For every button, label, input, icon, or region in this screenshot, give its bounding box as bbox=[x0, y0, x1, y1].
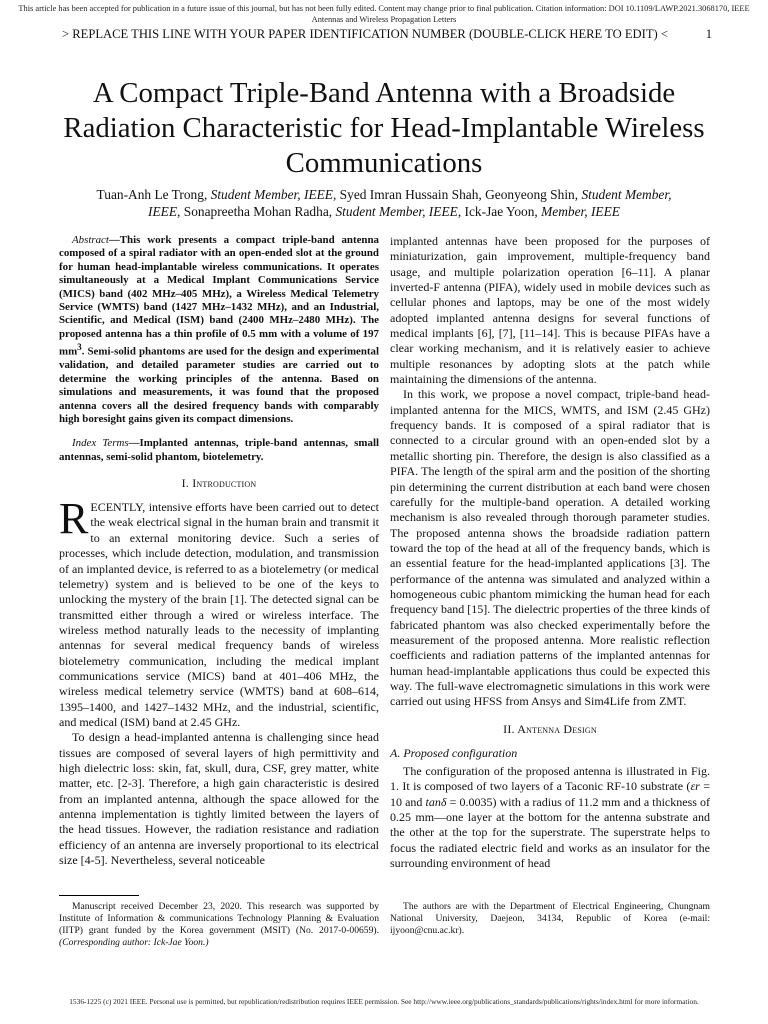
author-list bbox=[92, 186, 676, 220]
abstract-text-1: This work presents a compact triple-band antenna composed of a spiral radiator with an open-ended slot at the ground for human head-implantable wireless communications. It operates simultaneously at a Medical Implant Communications Service (MICS) band (402 MHz–405 MHz), a Wireless Medical Telemetry Service (WMTS) band (1427 MHz–1432 MHz), and an Industrial, Scientific, and Medical (ISM) band (2400 MHz–2480 MHz). The proposed antenna has a thin profile of 0.5 mm with a volume of 197 mm bbox=[59, 234, 379, 358]
left-column bbox=[59, 234, 379, 868]
paper-title: A Compact Triple-Band Antenna with a Broadside Radiation Characteristic for Head-Implantable Wireless Communications bbox=[63, 77, 705, 179]
design-text-a: The configuration of the proposed antenna is illustrated in Fig. 1. It is composed of two layers of a Taconic RF-10 substrate ( bbox=[390, 764, 710, 794]
section-heading-antenna-design: II. Antenna Design bbox=[503, 721, 597, 736]
author-1-role: Student Member, IEEE bbox=[210, 187, 333, 202]
tan-delta-symbol: tanδ bbox=[425, 794, 447, 809]
section-heading-introduction: I. Introduction bbox=[181, 476, 257, 491]
design-text-c: = 0.0035) with a radius of 11.2 mm and a thickness of 0.25 mm—one layer at the bottom for the antenna substrate and the other at the top for the superstrate. The superstrate helps to focus the radiated electric field and works as an insulator for the surrounding environment of head bbox=[390, 794, 711, 871]
footnote-funding: Manuscript received December 23, 2020. This research was supported by Institute of Information & communications Technology Planning & Evaluation (IITP) grant funded by the Korea government (MSIT) (No. 2017-0-00659). bbox=[59, 901, 379, 936]
abstract bbox=[59, 234, 379, 426]
index-terms-text: Implanted antennas, triple-band antennas, small antennas, semi-solid phantom, biotelemetry. bbox=[59, 437, 379, 463]
author-1: Tuan-Anh Le Trong, bbox=[96, 187, 211, 202]
running-head bbox=[62, 27, 712, 41]
index-terms-label: Index Terms bbox=[72, 437, 129, 450]
footnote-affiliation bbox=[390, 901, 710, 937]
footnote-rule-left bbox=[59, 895, 139, 896]
author-2-role: Student Member, IEEE bbox=[148, 187, 672, 219]
author-2: , Syed Imran Hussain Shah, Geonyeong Shin, bbox=[332, 187, 582, 202]
abstract-dash: — bbox=[108, 234, 120, 246]
design-text-b: = 10 and bbox=[390, 779, 710, 809]
banner-line-1: This article has been accepted for publication in a future issue of this journal, but has not been fully edited. Content may change prior to final publication. Citation information: DOI 10.1109/LAWP.2021.3068170, IEEE bbox=[18, 4, 750, 13]
copyright-footer: 1536-1225 (c) 2021 IEEE. Personal use is permitted, but republication/redistribution requires IEEE permission. See http://www.ieee.org/publications_standards/publications/rights/index.html for more information. bbox=[69, 997, 699, 1006]
epsilon-r-symbol: εr bbox=[690, 779, 700, 794]
footnote-affiliation-text: The authors are with the Department of Electrical Engineering, Chungnam National University, Daejeon, 34134, Republic of Korea (e-mail: ijyoon@cnu.ac.kr). bbox=[390, 901, 710, 936]
drop-cap: R bbox=[59, 494, 89, 544]
intro-paragraph-1 bbox=[59, 494, 379, 730]
running-head-text: > REPLACE THIS LINE WITH YOUR PAPER IDENTIFICATION NUMBER (DOUBLE-CLICK HERE TO EDIT) < bbox=[62, 27, 668, 41]
banner-line-2: Antennas and Wireless Propagation Letters bbox=[311, 15, 457, 24]
footnote-corresponding-author: (Corresponding author: Ick-Jae Yoon.) bbox=[59, 937, 209, 948]
author-3-role: Student Member, IEEE bbox=[335, 204, 458, 219]
abstract-superscript: 3 bbox=[77, 342, 82, 353]
abstract-text-2: . Semi-solid phantoms are used for the design and experimental validation, and detailed parameter studies are carried out to determine the working principles of the antenna. Based on simulations and measurements, it was found that the proposed antenna covers all the desired frequency bands with comparably high boresight gains given its compact dimensions. bbox=[59, 345, 379, 425]
publication-banner bbox=[0, 3, 768, 25]
intro-paragraph-3: implanted antennas have been proposed for the purposes of miniaturization, gain improvement, multiple-frequency band usage, and multiple polarization operation [6–11]. A planar inverted-F antenna (PIFA), widely used in mobile devices such as cellular phones and laptops, may be one of the most widely adopted implanted antenna designs for several functions of medical implants [6], [7], [11–14]. This is because PIFAs have a clear working mechanism, and it is relatively easier to achieve multiple resonances by adopting slots at the patch while maintaining the dimensions of the antenna. bbox=[390, 234, 710, 387]
index-terms-dash: — bbox=[128, 437, 140, 450]
right-column bbox=[390, 234, 710, 871]
index-terms bbox=[59, 437, 379, 464]
abstract-label: Abstract bbox=[72, 234, 109, 246]
author-4-role: Member, IEEE bbox=[541, 204, 620, 219]
subsection-heading-proposed-configuration: A. Proposed configuration bbox=[390, 745, 518, 760]
author-3: , Sonapreetha Mohan Radha, bbox=[177, 204, 336, 219]
page-number: 1 bbox=[705, 27, 712, 41]
footnote-manuscript bbox=[59, 901, 379, 949]
intro-paragraph-1-text: ECENTLY, intensive efforts have been carried out to detect the weak electrical signal in the human brain and transmit it to an external monitoring device. Such a series of processes, which include detection, modulation, and transmission of an implanted device, is referred to as a biotelemetry (or medical telemetry) system and is believed to be one of the keys to unlocking the mystery of the brain [1]. The detected signal can be transmitted either through a wired or wireless interface. The wireless method naturally leads to the necessity of implanting antennas for several medical frequency bands of wireless biotelemetry communication, including the medical implant communications service (MICS) band at 401–406 MHz, the wireless medical telemetry service (WMTS) band at 608–614, 1395–1400, and 1427–1432 MHz, and the industrial, scientific, and medical (ISM) band at 2.45 GHz. bbox=[59, 500, 379, 729]
intro-paragraph-4: In this work, we propose a novel compact, triple-band head-implanted antenna for the MICS, WMTS, and ISM (2.45 GHz) frequency bands. It is composed of a spiral radiator that is connected to a circular ground with an open-ended slot by a metallic shorting pin. Therefore, the design is also classified as a PIFA. The length of the spiral arm and the position of the shorting pin determining the current distribution at each band were chosen carefully for the multiple-band operation. A detailed working mechanism is also revealed through thorough parameter studies. The proposed antenna shows the broadside radiation pattern toward the top of the head at all of the frequency bands, which is an essential feature for the head-implanted applications [3]. The performance of the antenna was simulated and analyzed within a homogeneous cubic phantom mimicking the human head for each frequency band [15]. The dielectric properties of the three kinds of fabricated phantom was also checked experimentally before the measurement of the proposed antenna. More realistic reflection coefficients and radiation patterns of the implanted antennas for human head-implantable applications thus could be expected this way. The full-wave electromagnetic simulations in this work were carried out using HFSS from Ansys and Sim4Life from ZMT. bbox=[390, 387, 710, 709]
design-paragraph-1 bbox=[390, 764, 710, 871]
author-4: , Ick-Jae Yoon, bbox=[457, 204, 542, 219]
footnote-manuscript-text bbox=[59, 901, 379, 949]
intro-paragraph-2: To design a head-implanted antenna is challenging since head tissues are composed of several layers of high permittivity and high dielectric loss: skin, fat, skull, dura, CSF, grey matter, white matter, etc. [2-3]. Therefore, a high gain characteristic is desired from an implanted antenna, although the space allowed for the antenna implementation is tightly limited between the layers of the head tissues. However, the radiation resistance and radiation efficiency of an antenna are inversely proportional to its electrical size [4-5]. Nevertheless, several noticeable bbox=[59, 730, 379, 868]
